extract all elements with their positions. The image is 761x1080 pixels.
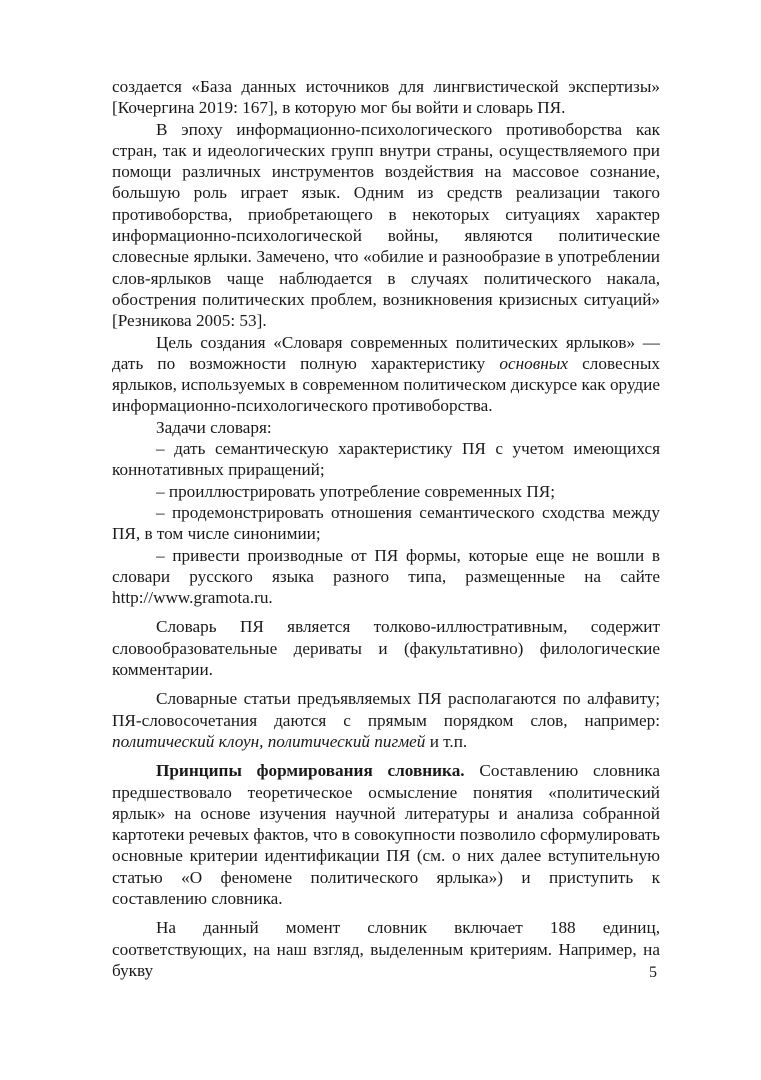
- paragraph-entries-order: [112, 688, 660, 752]
- spacer: [112, 752, 660, 760]
- spacer: [112, 608, 660, 616]
- list-item: – дать семантическую характеристику ПЯ с учетом имеющихся коннотативных приращений;: [112, 439, 660, 480]
- page-body: [112, 76, 660, 981]
- principles-heading: Принципы формирования словника.: [156, 761, 465, 781]
- paragraph-dictionary-type: Словарь ПЯ является толково-иллюстративным, содержит словообразовательные дериваты и (факультативно) филологические комментарии.: [112, 617, 660, 680]
- paragraph-intro: создается «База данных источников для лингвистической экспертизы» [Кочергина 2019: 167], в которую мог бы войти и словарь ПЯ.: [112, 77, 660, 118]
- goal-emphasis: основных: [499, 353, 569, 373]
- paragraph-goal: [112, 332, 660, 417]
- spacer: [112, 909, 660, 917]
- goal-text-end: словесных ярлыков, используемых в современном политическом дискурсе как орудие информационно-психологического противоборства.: [112, 353, 660, 416]
- list-item: – проиллюстрировать употребление современных ПЯ;: [156, 481, 556, 501]
- list-item: – продемонстрировать отношения семантического сходства между ПЯ, в том числе синонимии;: [112, 502, 660, 544]
- paragraph-epoch: В эпоху информационно-психологического противоборства как стран, так и идеологических групп внутри страны, осуществляемого при помощи различных инструментов воздействия на массовое сознание, большую роль играет язык. Одним из средств реализации такого противоборства, приобретающего в некоторых ситуациях характер информационно-психологической войны, являются политические словесные ярлыки. Замечено, что «обилие и разнообразие в употреблении слов-ярлыков чаще наблюдается в случаях политического накала, обострения политических проблем, возникновения кризисных ситуаций» [Резникова 2005: 53].: [112, 119, 660, 331]
- spacer: [112, 680, 660, 688]
- paragraph-current-count: На данный момент словник включает 188 единиц, соответствующих, на наш взгляд, выделенным критериям. Например, на букву: [112, 918, 660, 980]
- goal-text-start: Цель создания «Словаря современных политических ярлыков» — дать по возможности полную характеристику: [112, 332, 660, 373]
- entries-text-end: и т.п.: [425, 731, 468, 751]
- entries-examples: политический клоун, политический пигмей: [112, 731, 426, 751]
- page-number: 5: [649, 964, 657, 981]
- principles-text: Составлению словника предшествовало теоретическое осмысление понятия «политический ярлык» на основе изучения научной литературы и анализа собранной картотеки речевых фактов, что в совокупности позволило сформулировать основные критерии идентификации ПЯ (см. о них далее вступительную статью «О феномене политического ярлыка») и приступить к составлению словника.: [112, 761, 660, 908]
- entries-text-start: Словарные статьи предъявляемых ПЯ располагаются по алфавиту; ПЯ-словосочетания даются с прямым порядком слов, например:: [112, 689, 660, 730]
- paragraph-principles: [112, 760, 660, 909]
- paragraph-tasks-heading: Задачи словаря:: [156, 417, 272, 437]
- list-item: – привести производные от ПЯ формы, которые еще не вошли в словари русского языка разного типа, размещенные на сайте http://www.gramota.ru.: [112, 545, 660, 608]
